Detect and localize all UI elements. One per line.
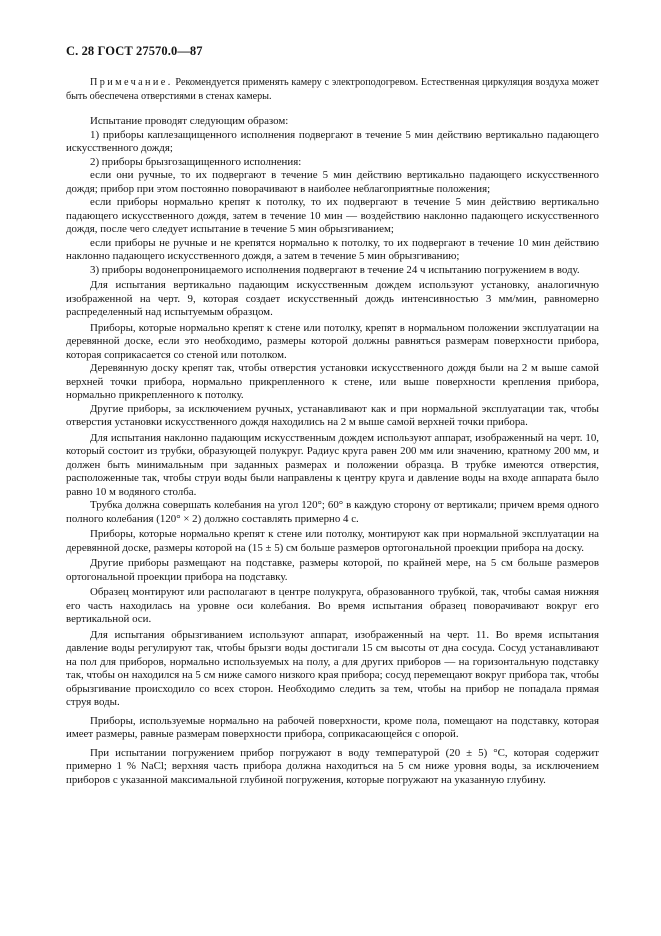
paragraph-other: если приборы не ручные и не крепятся нормально к потолку, то их подвергают в течение 10 мин действию наклонно падающего искусственного дождя, а затем в течение 5 мин обрызгиванию; bbox=[66, 236, 599, 262]
paragraph-handheld: если они ручные, то их подвергают в течение 5 мин действию вертикально падающего искусственного дождя; прибор при этом постоянно поворачивают в наиболее неблагоприятные положения; bbox=[66, 169, 599, 195]
note-text: Рекомендуется применять камеру с электроподогревом. Естественная циркуляция воздуха может быть обеспечена отверстиями в стенах камеры. bbox=[66, 77, 599, 102]
note-paragraph bbox=[66, 76, 599, 104]
paragraph-item-1: 1) приборы каплезащищенного исполнения подвергают в течение 5 мин действию вертикально падающего искусственного дождя; bbox=[66, 128, 599, 154]
paragraph-mounting: Приборы, которые нормально крепят к стене или потолку, монтируют как при нормальной эксплуатации на деревянной доске, размеры которой на (15 ± 5) см больше размеров ортогональной проекции прибора на доску. bbox=[66, 528, 599, 554]
page-header: С. 28 ГОСТ 27570.0—87 bbox=[66, 44, 203, 58]
paragraph-ceiling: если приборы нормально крепят к потолку, то их подвергают в течение 5 мин действию вертикально падающего искусственного дождя, затем в течение 10 мин — воздействию наклонно падающего искусственного дождя, после чего следует испытание в течение 5 мин обрызгиванием; bbox=[66, 196, 599, 235]
paragraph-immersion: При испытании погружением прибор погружают в воду температурой (20 ± 5) °С, которая содержит примерно 1 % NaCl; верхняя часть прибора должна находиться на 5 см ниже уровня воды, за исключением приборов с указанной максимальной глубиной погружения, которые погружают на указанную глубину. bbox=[66, 746, 599, 786]
paragraph-inclined-rain: Для испытания наклонно падающим искусственным дождем используют аппарат, изображенный на черт. 10, который состоит из трубки, образующей полукруг. Радиус круга равен 200 мм или значению, кратному 200 мм, и должен быть минимальным при заданных размерах и положении образца. В трубке имеются отверстия, расположенные так, чтобы струи воды были направлены к центру круга и давление воды на входе аппарата было равно 10 м водяного столба. bbox=[66, 431, 599, 498]
paragraph-work-surface: Приборы, используемые нормально на рабочей поверхности, кроме пола, помещают на подставку, которая имеет размеры, равные размерам поверхности прибора, соприкасающейся с опорой. bbox=[66, 714, 599, 740]
paragraph-item-3: 3) приборы водонепроницаемого исполнения подвергают в течение 24 ч испытанию погружением в воду. bbox=[90, 263, 580, 276]
document-body bbox=[66, 115, 599, 787]
paragraph-splash: Для испытания обрызгиванием используют аппарат, изображенный на черт. 11. Во время испытания давление воды регулируют так, чтобы брызги воды достигали 15 см высоты от дна сосуда. Сосуд устанавливают на пол для приборов, нормально используемых на полу, а для других приборов — на горизонтальную подставку так, чтобы он находился на 5 см ниже самого низкого края прибора; сосуд перемещают вокруг прибора так, чтобы обрызгивание происходило со всех сторон. Необходимо следить за тем, чтобы на прибор не попадала прямая струя воды. bbox=[66, 628, 599, 708]
paragraph-stand: Другие приборы размещают на подставке, размеры которой, по крайней мере, на 5 см больше размеров ортогональной проекции прибора на подставку. bbox=[66, 557, 599, 583]
paragraph-other-devices: Другие приборы, за исключением ручных, устанавливают как и при нормальной эксплуатации так, чтобы отверстия установки искусственного дождя находились на 2 м выше самой верхней точки прибора. bbox=[66, 402, 599, 428]
note-label: Примечание. bbox=[90, 77, 173, 88]
paragraph-oscillation: Трубка должна совершать колебания на угол 120°; 60° в каждую сторону от вертикали; причем время одного полного колебания (120° × 2) должно составлять примерно 4 с. bbox=[66, 499, 599, 525]
paragraph-vertical-rain: Для испытания вертикально падающим искусственным дождем используют установку, аналогичную изображенной на черт. 9, которая создает искусственный дождь интенсивностью 3 мм/мин, равномерно распределенный над испытуемым образцом. bbox=[66, 279, 599, 318]
paragraph-sample: Образец монтируют или располагают в центре полукруга, образованного трубкой, так, чтобы самая нижняя его часть находилась на уровне оси колебания. Во время испытания образец поворачивают вокруг его вертикальной оси. bbox=[66, 586, 599, 625]
paragraph-board: Деревянную доску крепят так, чтобы отверстия установки искусственного дождя были на 2 м выше самой верхней точки прибора, нормально прикрепленного к стене, или выше поверхности крепления прибора, нормально прикрепленного к потолку. bbox=[66, 362, 599, 401]
paragraph-wall-mount: Приборы, которые нормально крепят к стене или потолку, крепят в нормальном положении эксплуатации на деревянной доске, если это необходимо, размеры которой должны равняться размерам поверхности прибора, которая соприкасается со стеной или потолком. bbox=[66, 321, 599, 361]
paragraph-item-2: 2) приборы брызгозащищенного исполнения: bbox=[90, 155, 302, 168]
paragraph-intro: Испытание проводят следующим образом: bbox=[90, 115, 289, 127]
